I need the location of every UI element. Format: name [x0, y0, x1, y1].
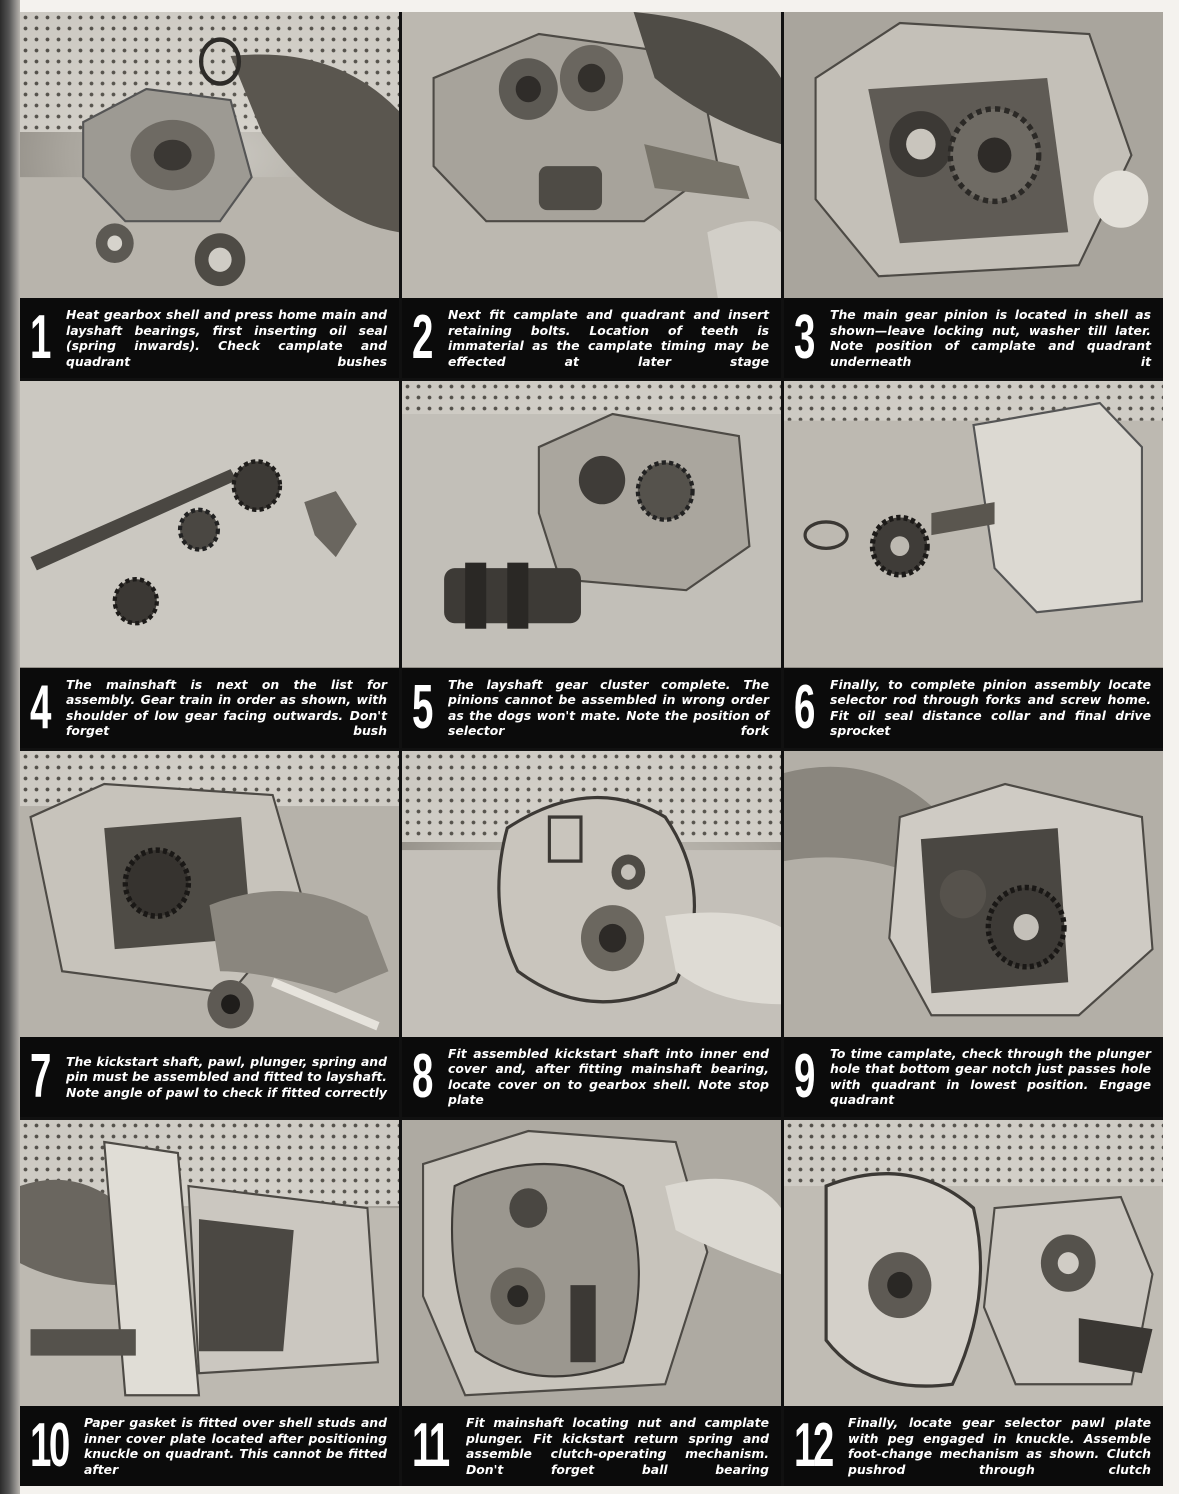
panel-2-photo: [402, 12, 781, 298]
panel-5-caption: [402, 668, 781, 748]
panel-10-caption: [20, 1406, 399, 1486]
panel-9-caption: [784, 1037, 1163, 1117]
step-number: 12: [794, 1411, 832, 1480]
step-caption: Fit mainshaft locating nut and camplate plunger. Fit kickstart return spring and assemble clutch-operating mechanism. Don't forget ball bearing: [466, 1415, 769, 1477]
step-caption: The layshaft gear cluster complete. The pinions cannot be assembled in wrong order as the dogs won't mate. Note the position of selector fork: [448, 676, 769, 738]
step-caption: Next fit camplate and quadrant and insert retaining bolts. Location of teeth is immaterial as the camplate timing may be effected at later stage: [448, 307, 769, 369]
panel-9: [784, 751, 1163, 1117]
panel-7: [20, 751, 399, 1117]
panel-3: [784, 12, 1163, 378]
panel-8: [402, 751, 781, 1117]
panel-1-caption: [20, 298, 399, 378]
panel-5-photo: [402, 381, 781, 667]
page-binding-shadow: [0, 0, 20, 1494]
panel-7-photo: [20, 751, 399, 1037]
step-number: 8: [412, 1041, 431, 1111]
step-caption: The mainshaft is next on the list for assembly. Gear train in order as shown, with shoulder of low gear facing outwards. Don't forget bush: [66, 676, 387, 738]
panel-11: [402, 1120, 781, 1486]
step-caption: Finally, locate gear selector pawl plate with peg engaged in knuckle. Assemble foot-change mechanism as shown. Clutch pushrod through clutch: [848, 1415, 1151, 1477]
panel-12: [784, 1120, 1163, 1486]
step-number: 10: [30, 1411, 68, 1480]
panel-8-photo: [402, 751, 781, 1037]
step-number: 9: [794, 1041, 813, 1111]
panel-7-caption: [20, 1037, 399, 1117]
step-number: 1: [30, 303, 49, 373]
step-caption: The kickstart shaft, pawl, plunger, spring and pin must be assembled and fitted to layshaft. Note angle of pawl to check if fitted correctly: [66, 1053, 387, 1100]
panel-12-caption: [784, 1406, 1163, 1486]
step-number: 5: [412, 672, 431, 742]
panel-9-photo: [784, 751, 1163, 1037]
panel-11-caption: [402, 1406, 781, 1486]
step-caption: Fit assembled kickstart shaft into inner end cover and, after fitting mainshaft bearing, locate cover on to gearbox shell. Note stop plate: [448, 1045, 769, 1108]
step-number: 4: [30, 672, 49, 742]
step-caption: Heat gearbox shell and press home main and layshaft bearings, first inserting oil seal (spring inwards). Check camplate and quadrant bushes: [66, 307, 387, 369]
step-number: 11: [412, 1411, 448, 1480]
panel-4-photo: [20, 381, 399, 667]
panel-6: [784, 381, 1163, 747]
step-number: 7: [30, 1041, 49, 1111]
panel-10: [20, 1120, 399, 1486]
panel-11-photo: [402, 1120, 781, 1406]
panel-10-photo: [20, 1120, 399, 1406]
step-caption: Finally, to complete pinion assembly locate selector rod through forks and screw home. Fit oil seal distance collar and final drive sprocket: [830, 676, 1151, 738]
panel-3-caption: [784, 298, 1163, 378]
panel-5: [402, 381, 781, 747]
panel-2: [402, 12, 781, 378]
panel-3-photo: [784, 12, 1163, 298]
step-number: 6: [794, 672, 813, 742]
assembly-sequence-grid: [20, 12, 1163, 1486]
panel-4-caption: [20, 668, 399, 748]
panel-1-photo: [20, 12, 399, 298]
step-caption: The main gear pinion is located in shell as shown—leave locking nut, washer till later. Note position of camplate and quadrant underneath it: [830, 307, 1151, 369]
step-number: 3: [794, 303, 813, 373]
step-number: 2: [412, 303, 431, 373]
step-caption: Paper gasket is fitted over shell studs and inner cover plate located after positioning knuckle on quadrant. This cannot be fitted after: [84, 1415, 387, 1477]
panel-6-caption: [784, 668, 1163, 748]
panel-8-caption: [402, 1037, 781, 1117]
panel-2-caption: [402, 298, 781, 378]
panel-1: [20, 12, 399, 378]
panel-12-photo: [784, 1120, 1163, 1406]
panel-4: [20, 381, 399, 747]
step-caption: To time camplate, check through the plunger hole that bottom gear notch just passes hole with quadrant in lowest position. Engage quadrant: [830, 1045, 1151, 1108]
panel-6-photo: [784, 381, 1163, 667]
